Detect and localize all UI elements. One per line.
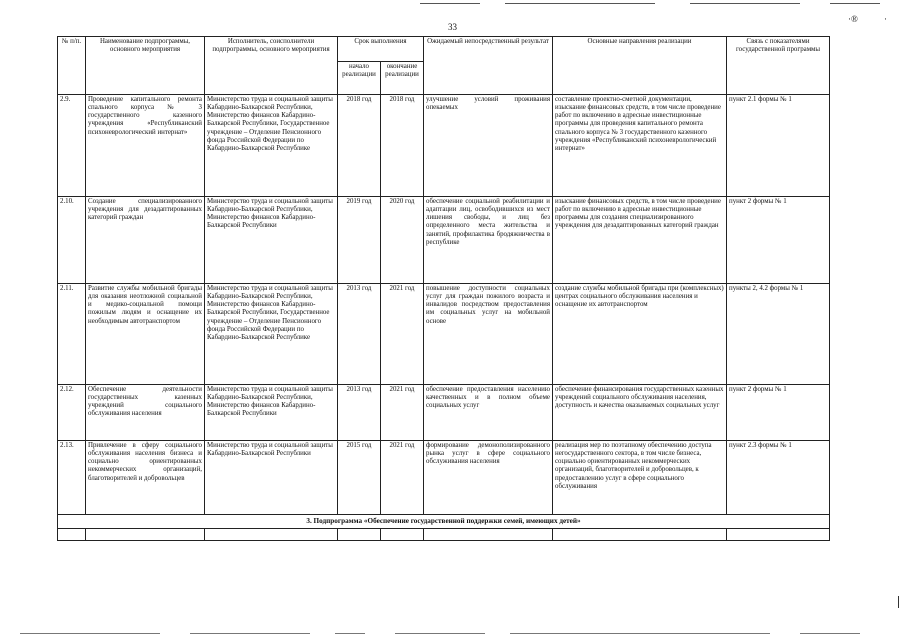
header-directions: Основные направления реализации <box>553 37 727 95</box>
section-row <box>58 515 830 529</box>
table-row <box>58 95 830 197</box>
row-num: 2.13. <box>58 441 86 515</box>
row-result <box>424 529 553 541</box>
row-directions: создание службы мобильной бригады при (комплексных) центрах социального обслуживания населения и оснащение их автотранспортом <box>553 284 727 385</box>
header-name: Наименование подпрограммы, основного мероприятия <box>86 37 205 95</box>
page-number: 33 <box>448 22 457 32</box>
row-link <box>727 529 830 541</box>
row-end: 2020 год <box>381 197 424 284</box>
row-executor: Министерство труда и социальной защиты Кабардино-Балкарской Республики, Министерство финансов Кабардино-Балкарской Республики <box>205 197 338 284</box>
header-end: окончание реализации <box>381 62 424 95</box>
row-link: пункты 2, 4.2 формы № 1 <box>727 284 830 385</box>
row-end: 2021 год <box>381 441 424 515</box>
row-end <box>381 529 424 541</box>
row-num: 2.11. <box>58 284 86 385</box>
row-name: Привлечение в сферу социального обслуживания населения бизнеса и социально ориентированных некоммерческих организаций, благотворителей и добровольцев <box>86 441 205 515</box>
row-start: 2019 год <box>338 197 381 284</box>
scan-mark: ·® <box>848 14 858 24</box>
scan-edge-line <box>898 596 899 608</box>
row-num: 2.9. <box>58 95 86 197</box>
scan-edge-line <box>20 633 160 634</box>
row-link: пункт 2 формы № 1 <box>727 385 830 441</box>
row-end: 2021 год <box>381 284 424 385</box>
row-directions: реализация мер по поэтапному обеспечению доступа негосударственного сектора, в том числе бизнеса, социально ориентированных некоммерческих организаций, благотворителей и добровольцев, к предоставлению услуг в сфере социального обслуживания <box>553 441 727 515</box>
row-num: 2.12. <box>58 385 86 441</box>
scan-edge-line <box>510 633 770 634</box>
row-executor: Министерство труда и социальной защиты Кабардино-Балкарской Республики, Министерство финансов Кабардино-Балкарской Республики <box>205 385 338 441</box>
table-row <box>58 385 830 441</box>
scan-edge-line <box>190 633 310 634</box>
row-link: пункт 2 формы № 1 <box>727 197 830 284</box>
row-result: улучшение условий проживания опекаемых <box>424 95 553 197</box>
row-start: 2018 год <box>338 95 381 197</box>
row-directions <box>553 529 727 541</box>
row-name: Развитие службы мобильной бригады для оказания неотложной социальной и медико-социальной помощи пожилым людям и оснащение их необходимым автотранспортом <box>86 284 205 385</box>
row-name: Проведение капитального ремонта спального корпуса № 3 государственного казенного учреждения «Республиканский психоневрологический интернат» <box>86 95 205 197</box>
scan-edge-line <box>505 3 655 4</box>
row-num: 2.10. <box>58 197 86 284</box>
row-num <box>58 529 86 541</box>
row-result: обеспечение предоставления населению качественных и в полном объеме социальных услуг <box>424 385 553 441</box>
row-link: пункт 2.1 формы № 1 <box>727 95 830 197</box>
scan-edge-line <box>395 633 485 634</box>
row-directions: составление проектно-сметной документации, изыскание финансовых средств, в том числе проведение работ по включению в адресные инвестиционные программы для проведения капитального ремонта спального корпуса № 3 государственного казенного учреждения «Республиканский психоневрологический интернат» <box>553 95 727 197</box>
row-result: повышение доступности социальных услуг для граждан пожилого возраста и инвалидов посредством предоставления им социальных услуг на мобильной основе <box>424 284 553 385</box>
row-start: 2013 год <box>338 284 381 385</box>
program-table <box>57 36 830 541</box>
scan-edge-line <box>800 633 860 634</box>
row-name: Обеспечение деятельности государственных казенных учреждений социального обслуживания населения <box>86 385 205 441</box>
row-result: формирование демонополизированного рынка услуг в сфере социального обслуживания населения <box>424 441 553 515</box>
row-link: пункт 2.3 формы № 1 <box>727 441 830 515</box>
header-executor: Исполнитель, соисполнители подпрограммы, основного мероприятия <box>205 37 338 95</box>
row-start: 2013 год <box>338 385 381 441</box>
header-num: № п/п. <box>58 37 86 95</box>
row-executor <box>205 529 338 541</box>
row-directions: изыскание финансовых средств, в том числе проведение работ по включению в адресные инвестиционные программы для создания специализированного учреждения для дезадаптированных категорий граждан <box>553 197 727 284</box>
table-row <box>58 441 830 515</box>
row-start: 2015 год <box>338 441 381 515</box>
scan-edge-line <box>830 3 880 4</box>
scan-edge-line <box>335 633 365 634</box>
table-row <box>58 284 830 385</box>
header-start: начало реализации <box>338 62 381 95</box>
row-end: 2021 год <box>381 385 424 441</box>
scan-mark: · <box>884 14 887 24</box>
row-end: 2018 год <box>381 95 424 197</box>
header-link: Связь с показателями государственной программы <box>727 37 830 95</box>
scan-edge-line <box>690 3 800 4</box>
row-directions: обеспечение финансирования государственных казенных учреждений социального обслуживания населения, доступность и качества оказываемых социальных услуг <box>553 385 727 441</box>
row-name: Создание специализированного учреждения для дезадаптированных категорий граждан <box>86 197 205 284</box>
row-executor: Министерство труда и социальной защиты Кабардино-Балкарской Республики, Министерство финансов Кабардино-Балкарской Республики, Государственное учреждение – Отделение Пенсионного фонда Российской Федерации по Кабардино-Балкарской Республике <box>205 284 338 385</box>
row-executor: Министерство труда и социальной защиты Кабардино-Балкарской Республики, Министерство финансов Кабардино-Балкарской Республики, Государственное учреждение – Отделение Пенсионного фонда Российской Федерации по Кабардино-Балкарской Республике <box>205 95 338 197</box>
section-title: 3. Подпрограмма «Обеспечение государственной поддержки семей, имеющих детей» <box>58 515 830 529</box>
row-start <box>338 529 381 541</box>
table-header-row <box>58 37 830 62</box>
scan-edge-line <box>420 3 480 4</box>
table-row <box>58 529 830 541</box>
header-term: Срок выполнения <box>338 37 424 62</box>
row-executor: Министерство труда и социальной защиты Кабардино-Балкарской Республики <box>205 441 338 515</box>
header-result: Ожидаемый непосредственный результат <box>424 37 553 95</box>
row-name <box>86 529 205 541</box>
table-row <box>58 197 830 284</box>
row-result: обеспечение социальной реабилитации и адаптации лиц, освободившихся из мест лишения свободы, и лиц без определенного места жительства и занятий, профилактика бродяжничества в республике <box>424 197 553 284</box>
